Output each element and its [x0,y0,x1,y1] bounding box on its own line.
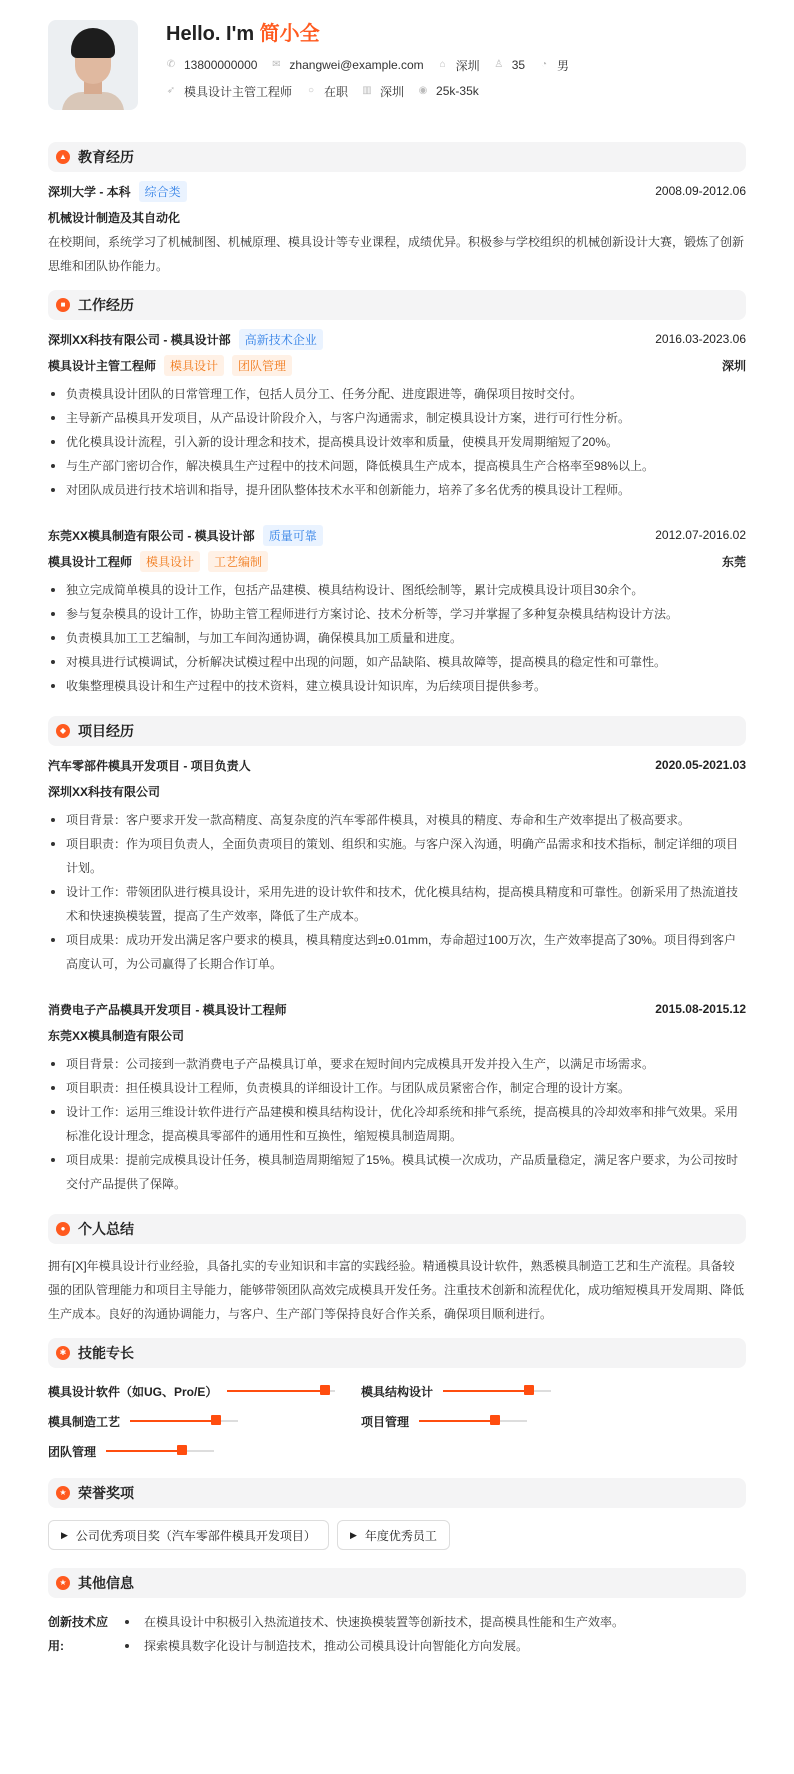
section-awards [48,1478,746,1508]
cake-icon: ♙ [494,59,504,70]
skill-item [48,1380,361,1402]
mail-icon: ✉ [272,59,281,70]
home-icon: ⌂ [439,59,446,70]
company-tag: 质量可靠 [263,525,323,546]
skill-level-thumb [320,1385,330,1395]
section-title: 荣誉奖项 [78,1485,134,1501]
info-icon: ★ [56,1576,70,1590]
list-item: 与生产部门密切合作，解决模具生产过程中的技术问题，降低模具生产成本，提高模具生产合格率至98%以上。 [48,454,746,478]
building-icon: ▥ [362,85,372,96]
skill-name: 项目管理 [361,1414,410,1429]
edu-desc: 在校期间，系统学习了机械制图、机械原理、模具设计等专业课程，成绩优异。积极参与学校组织的机械创新设计大赛，锻炼了创新思维和团队协作能力。 [48,235,745,273]
list-item: 项目背景：客户要求开发一款高精度、高复杂度的汽车零部件模具，对模具的精度、寿命和生产效率提出了极高要求。 [48,808,746,832]
triangle-icon: ▶ [349,1529,357,1540]
major: 机械设计制造及其自动化 [48,210,181,225]
work-item [48,320,746,516]
role: 模具设计工程师 [48,554,133,569]
skill-tag: 团队管理 [232,355,292,376]
section-work [48,290,746,320]
award-label: 公司优秀项目奖（汽车零部件模具开发项目） [75,1528,316,1543]
section-title: 教育经历 [78,149,134,165]
greeting: Hello. I'm [166,23,255,45]
list-item: 参与复杂模具的设计工作，协助主管工程师进行方案讨论、技术分析等，学习并掌握了多种复杂模具结构设计方法。 [48,602,746,626]
skill-level-thumb [490,1415,500,1425]
skill-item [361,1410,661,1432]
skill-level-thumb [524,1385,534,1395]
list-item: 项目背景：公司接到一款消费电子产品模具订单，要求在短时间内完成模具开发并投入生产，以满足市场需求。 [48,1052,746,1076]
phone: 13800000000 [184,58,258,72]
section-projects [48,716,746,746]
list-item: 优化模具设计流程，引入新的设计理念和技术，提高模具设计效率和质量，使模具开发周期缩短了20%。 [48,430,746,454]
skill-item [361,1380,661,1402]
skill-name: 模具结构设计 [361,1384,434,1399]
project-date: 2015.08-2015.12 [655,1002,746,1016]
skill-tag: 模具设计 [140,551,200,572]
project-item [48,746,746,990]
company: 深圳XX科技有限公司 - 模具设计部 [48,332,231,347]
city: 深圳 [455,58,480,73]
skill-level-bar [227,1390,335,1392]
salary-icon: ◉ [418,85,428,96]
tools-icon: ✱ [56,1346,70,1360]
section-title: 技能专长 [78,1345,134,1361]
project-name: 消费电子产品模具开发项目 - 模具设计工程师 [48,1002,287,1017]
award-icon: ★ [56,1486,70,1500]
skill-tag: 工艺编制 [208,551,268,572]
list-item: 项目成果：成功开发出满足客户要求的模具，模具精度达到±0.01mm，寿命超过100万次，生产效率提高了30%。项目得到客户高度认可，为公司赢得了长期合作订单。 [48,928,746,976]
user-icon: ● [56,1222,70,1236]
skill-name: 模具制造工艺 [48,1414,121,1429]
avatar [48,20,138,110]
school-tag: 综合类 [139,181,187,202]
send-icon: ➶ [166,85,176,96]
list-item: 在模具设计中积极引入热流道技术、快速换模装置等创新技术，提高模具性能和生产效率。 [122,1610,746,1634]
section-other [48,1568,746,1598]
skill-level-bar [419,1420,527,1422]
salary: 25k-35k [436,84,479,98]
project-company: 深圳XX科技有限公司 [48,784,161,799]
skill-name: 团队管理 [48,1444,97,1459]
company: 东莞XX模具制造有限公司 - 模具设计部 [48,528,255,543]
list-item: 项目职责：担任模具设计工程师，负责模具的详细设计工作。与团队成员紧密合作，制定合理的设计方案。 [48,1076,746,1100]
work-date: 2012.07-2016.02 [655,528,746,542]
status-icon: ○ [307,85,315,96]
skill-name: 模具设计软件（如UG、Pro/E） [48,1384,218,1399]
skill-level-thumb [177,1445,187,1455]
list-item: 设计工作：运用三维设计软件进行产品建模和模具结构设计，优化冷却系统和排气系统，提高模具的冷却效率和排气效果。采用标准化设计理念，提高模具零部件的通用性和互换性，缩短模具制造周期。 [48,1100,746,1148]
list-item: 项目职责：作为项目负责人，全面负责项目的策划、组织和实施。与客户深入沟通，明确产品需求和技术指标，制定详细的项目计划。 [48,832,746,880]
project-name: 汽车零部件模具开发项目 - 项目负责人 [48,758,251,773]
section-title: 个人总结 [78,1221,134,1237]
age: 35 [511,58,526,72]
gender: 男 [557,58,570,73]
phone-icon: ✆ [166,59,176,70]
skill-level-bar [443,1390,551,1392]
list-item: 负责模具加工工艺编制，与加工车间沟通协调，确保模具加工质量和进度。 [48,626,746,650]
list-item: 对团队成员进行技术培训和指导，提升团队整体技术水平和创新能力，培养了多名优秀的模具设计工程师。 [48,478,746,502]
skill-item [48,1410,361,1432]
skill-level-bar [106,1450,214,1452]
list-item: 对模具进行试模调试，分析解决试模过程中出现的问题，如产品缺陷、模具故障等，提高模具的稳定性和可靠性。 [48,650,746,674]
section-title: 工作经历 [78,297,134,313]
section-title: 项目经历 [78,723,134,739]
skill-level-thumb [211,1415,221,1425]
work-city: 深圳 [721,358,746,373]
gender-icon: ◔ [541,59,548,70]
triangle-icon: ▶ [61,1529,68,1540]
work-city: 东莞 [721,554,746,569]
list-item: 主导新产品模具开发项目，从产品设计阶段介入，与客户沟通需求，制定模具设计方案，进行可行性分析。 [48,406,746,430]
project-icon: ◆ [56,724,70,738]
page-title [166,20,583,48]
list-item: 设计工作：带领团队进行模具设计，采用先进的设计软件和技术，优化模具结构，提高模具精度和可靠性。创新采用了热流道技术和快速换模装置，提高了生产效率，降低了生产成本。 [48,880,746,928]
work-city: 深圳 [380,84,405,99]
award-label: 年度优秀员工 [364,1528,437,1543]
school: 深圳大学 - 本科 [48,184,131,199]
email: zhangwei@example.com [289,58,424,72]
list-item: 收集整理模具设计和生产过程中的技术资料，建立模具设计知识库，为后续项目提供参考。 [48,674,746,698]
role: 模具设计主管工程师 [48,358,157,373]
name: 简小全 [259,23,320,45]
summary-text: 拥有[X]年模具设计行业经验，具备扎实的专业知识和丰富的实践经验。精通模具设计软件，熟悉模具制造工艺和生产流程。具备较强的团队管理能力和项目主导能力，能够带领团队高效完成模具开发任务。注重技术创新和流程优化，成功缩短模具开发周期、降低生产成本。良好的沟通协调能力，与客户、生产部门等保持良好合作关系，确保项目顺利进行。 [48,1259,745,1321]
project-date: 2020.05-2021.03 [655,758,746,772]
skill-tag: 模具设计 [164,355,224,376]
project-item [48,990,746,1204]
graduation-icon: ▲ [56,150,70,164]
award-item[interactable] [48,1520,329,1550]
position: 模具设计主管工程师 [184,84,293,99]
section-skills [48,1338,746,1368]
section-title: 其他信息 [78,1575,134,1591]
skill-level-bar [130,1420,238,1422]
list-item: 负责模具设计团队的日常管理工作，包括人员分工、任务分配、进度跟进等，确保项目按时交付。 [48,382,746,406]
status: 在职 [324,84,349,99]
other-label: 创新技术应用: [48,1615,109,1653]
section-education [48,142,746,172]
briefcase-icon: ■ [56,298,70,312]
list-item: 独立完成简单模具的设计工作，包括产品建模、模具结构设计、图纸绘制等，累计完成模具设计项目30余个。 [48,578,746,602]
skill-item [48,1440,361,1462]
list-item: 项目成果：提前完成模具设计任务，模具制造周期缩短了15%。模具试模一次成功，产品质量稳定，满足客户要求，为公司按时交付产品提供了保障。 [48,1148,746,1196]
company-tag: 高新技术企业 [239,329,323,350]
work-date: 2016.03-2023.06 [655,332,746,346]
project-company: 东莞XX模具制造有限公司 [48,1028,185,1043]
section-summary [48,1214,746,1244]
work-item [48,516,746,706]
profile-header [48,20,746,138]
award-item[interactable] [337,1520,450,1550]
list-item: 探索模具数字化设计与制造技术，推动公司模具设计向智能化方向发展。 [122,1634,746,1658]
edu-date: 2008.09-2012.06 [655,184,746,198]
